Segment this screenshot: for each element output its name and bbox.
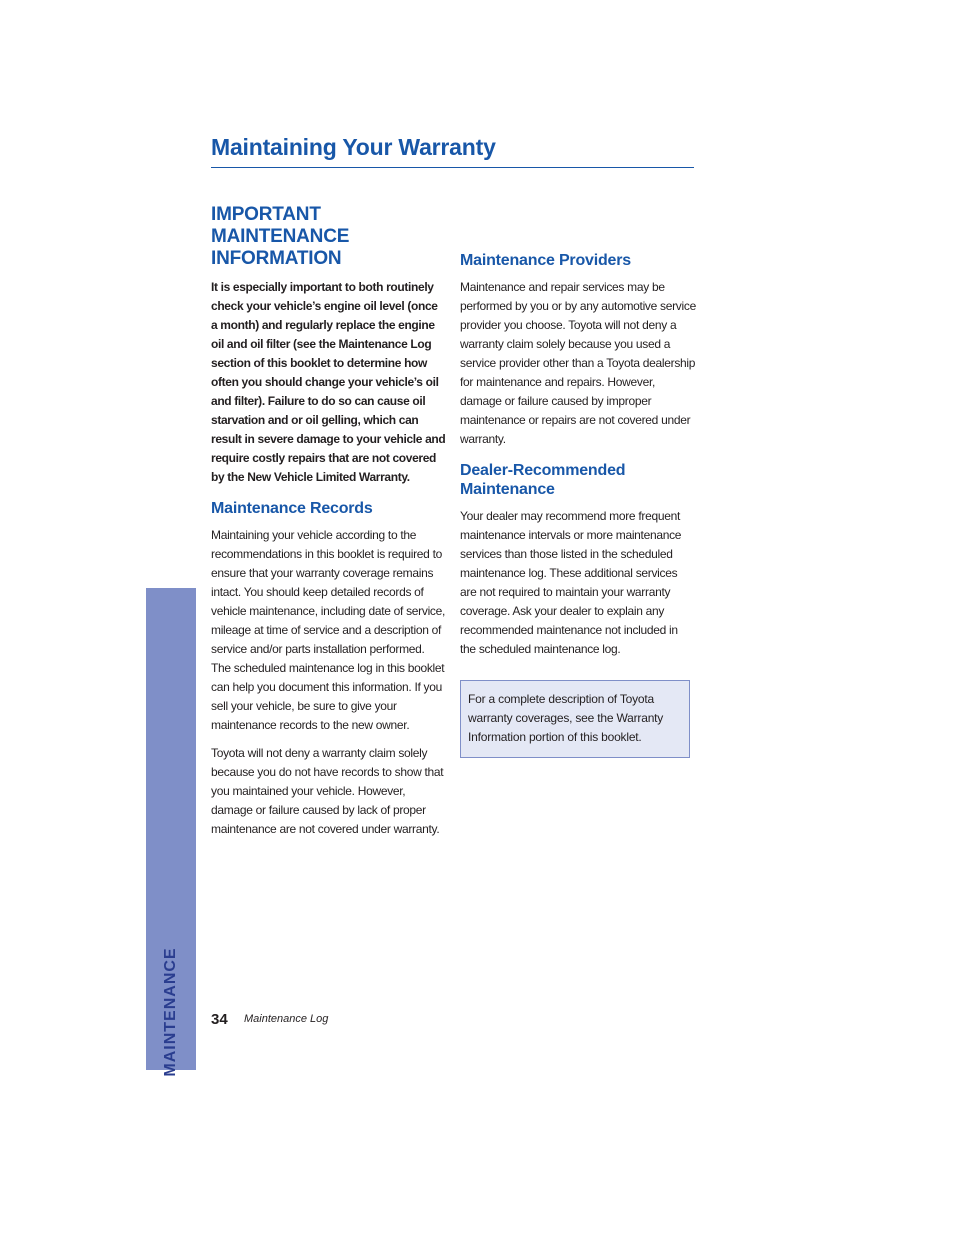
warranty-note-box <box>460 680 690 758</box>
right-column <box>460 251 696 758</box>
important-maintenance-text: It is especially important to both routinely check your vehicle’s engine oil level (once a month) and regularly replace the engine oil and oil filter (see the Maintenance Log section of this booklet to determine how often you should change your vehicle’s oil and filter). Failure to do so can cause oil starvation and or oil gelling, which can result in severe damage to your vehicle and require costly repairs that are not covered by the New Vehicle Limited Warranty. <box>211 280 446 484</box>
title-rule <box>211 167 694 168</box>
maintenance-records-heading: Maintenance Records <box>211 500 373 517</box>
important-maintenance-heading: IMPORTANT MAINTENANCE INFORMATION <box>211 204 350 269</box>
maintenance-records-paragraph-1: Maintaining your vehicle according to the recommendations in this booklet is required to ensure that your warranty coverage remains intact. You should keep detailed records of vehicle maintenance, including date of service, mileage at time of service and a description of service and/or parts installation performed. The scheduled maintenance log in this booklet can help you document this information. If you sell your vehicle, be sure to give your maintenance records to the new owner. <box>211 528 446 732</box>
page-number: 34 <box>211 1011 228 1028</box>
warranty-note-text: For a complete description of Toyota warranty coverages, see the Warranty Information portion of this booklet. <box>468 692 664 744</box>
side-tab-label-wrap <box>146 588 196 1077</box>
dealer-recommended-paragraph: Your dealer may recommend more frequent maintenance intervals or more maintenance services than those listed in the scheduled maintenance log. These additional services are not required to maintain your warranty coverage. Ask your dealer to explain any recommended maintenance not included in the scheduled maintenance log. <box>460 509 682 656</box>
footer-section-label: Maintenance Log <box>244 1013 329 1025</box>
dealer-recommended-heading: Dealer-Recommended Maintenance <box>460 462 626 498</box>
maintenance-providers-heading: Maintenance Providers <box>460 252 631 269</box>
side-tab-label: MAINTENANCE <box>162 947 179 1077</box>
page-title: Maintaining Your Warranty <box>211 134 496 160</box>
left-column <box>211 204 446 839</box>
maintenance-records-paragraph-2: Toyota will not deny a warranty claim solely because you do not have records to show that you maintained your vehicle. However, damage or failure caused by lack of proper maintenance are not covered under warranty. <box>211 746 444 836</box>
maintenance-providers-paragraph: Maintenance and repair services may be performed by you or by any automotive service provider you choose. Toyota will not deny a warranty claim solely because you used a service provider other than a Toyota dealership for maintenance and repairs. However, damage or failure caused by improper maintenance or repairs are not covered under warranty. <box>460 280 696 446</box>
